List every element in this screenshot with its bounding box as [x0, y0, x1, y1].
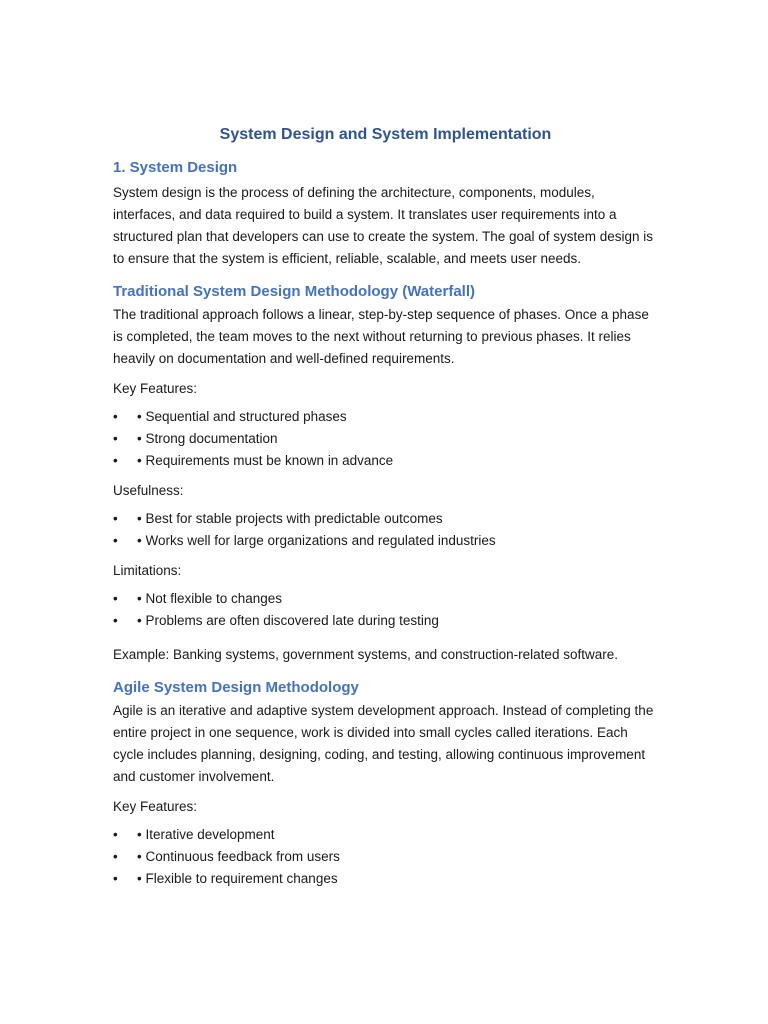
bullet-icon: •: [113, 849, 118, 864]
bullet-icon: •: [113, 613, 118, 628]
waterfall-key-features-label: Key Features:: [113, 381, 198, 396]
list-item: [113, 428, 658, 450]
list-item: [113, 846, 658, 868]
waterfall-limitations-list: [113, 588, 658, 632]
bullet-icon: •: [113, 591, 118, 606]
agile-key-features-list: [113, 824, 658, 890]
waterfall-usefulness-label: Usefulness:: [113, 483, 184, 498]
agile-paragraph: Agile is an iterative and adaptive system development approach. Instead of completing the entire project in one sequence, work is divided into small cycles called iterations. Each cycle includes planning, designing, coding, and testing, allowing continuous improvement and customer involvement.: [113, 703, 654, 784]
bullet-icon: •: [113, 511, 118, 526]
list-item: [113, 450, 658, 472]
list-item-text: • Problems are often discovered late during testing: [137, 613, 439, 628]
waterfall-usefulness-list: [113, 508, 658, 552]
document-page: [113, 124, 658, 896]
system-design-paragraph: System design is the process of defining the architecture, components, modules, interfaces, and data required to build a system. It translates user requirements into a structured plan that developers can use to create the system. The goal of system design is to ensure that the system is efficient, reliable, scalable, and meets user needs.: [113, 185, 654, 266]
list-item: [113, 406, 658, 428]
list-item-text: • Works well for large organizations and regulated industries: [137, 533, 496, 548]
bullet-icon: •: [113, 453, 118, 468]
list-item-text: • Requirements must be known in advance: [137, 453, 394, 468]
list-item: [113, 868, 658, 890]
list-item: [113, 530, 658, 552]
section-heading-waterfall: Traditional System Design Methodology (Waterfall): [113, 283, 475, 300]
list-item-text: • Continuous feedback from users: [137, 849, 340, 864]
list-item-text: • Strong documentation: [137, 431, 278, 446]
waterfall-limitations-label: Limitations:: [113, 563, 182, 578]
section-heading-agile: Agile System Design Methodology: [113, 679, 359, 696]
list-item-text: • Sequential and structured phases: [137, 409, 347, 424]
list-item-text: • Not flexible to changes: [137, 591, 283, 606]
list-item: [113, 508, 658, 530]
list-item-text: • Best for stable projects with predictable outcomes: [137, 511, 443, 526]
waterfall-key-features-list: [113, 406, 658, 472]
bullet-icon: •: [113, 409, 118, 424]
bullet-icon: •: [113, 533, 118, 548]
waterfall-example: Example: Banking systems, government systems, and construction-related software.: [113, 647, 618, 662]
list-item: [113, 588, 658, 610]
agile-key-features-label: Key Features:: [113, 799, 198, 814]
bullet-icon: •: [113, 431, 118, 446]
list-item-text: • Iterative development: [137, 827, 275, 842]
waterfall-paragraph: The traditional approach follows a linear, step-by-step sequence of phases. Once a phase is completed, the team moves to the next without returning to previous phases. It relies heavily on documentation and well-defined requirements.: [113, 307, 649, 366]
list-item: [113, 824, 658, 846]
bullet-icon: •: [113, 871, 118, 886]
list-item: [113, 610, 658, 632]
section-heading-system-design: 1. System Design: [113, 159, 238, 176]
document-title: System Design and System Implementation: [219, 126, 552, 143]
list-item-text: • Flexible to requirement changes: [137, 871, 338, 886]
bullet-icon: •: [113, 827, 118, 842]
